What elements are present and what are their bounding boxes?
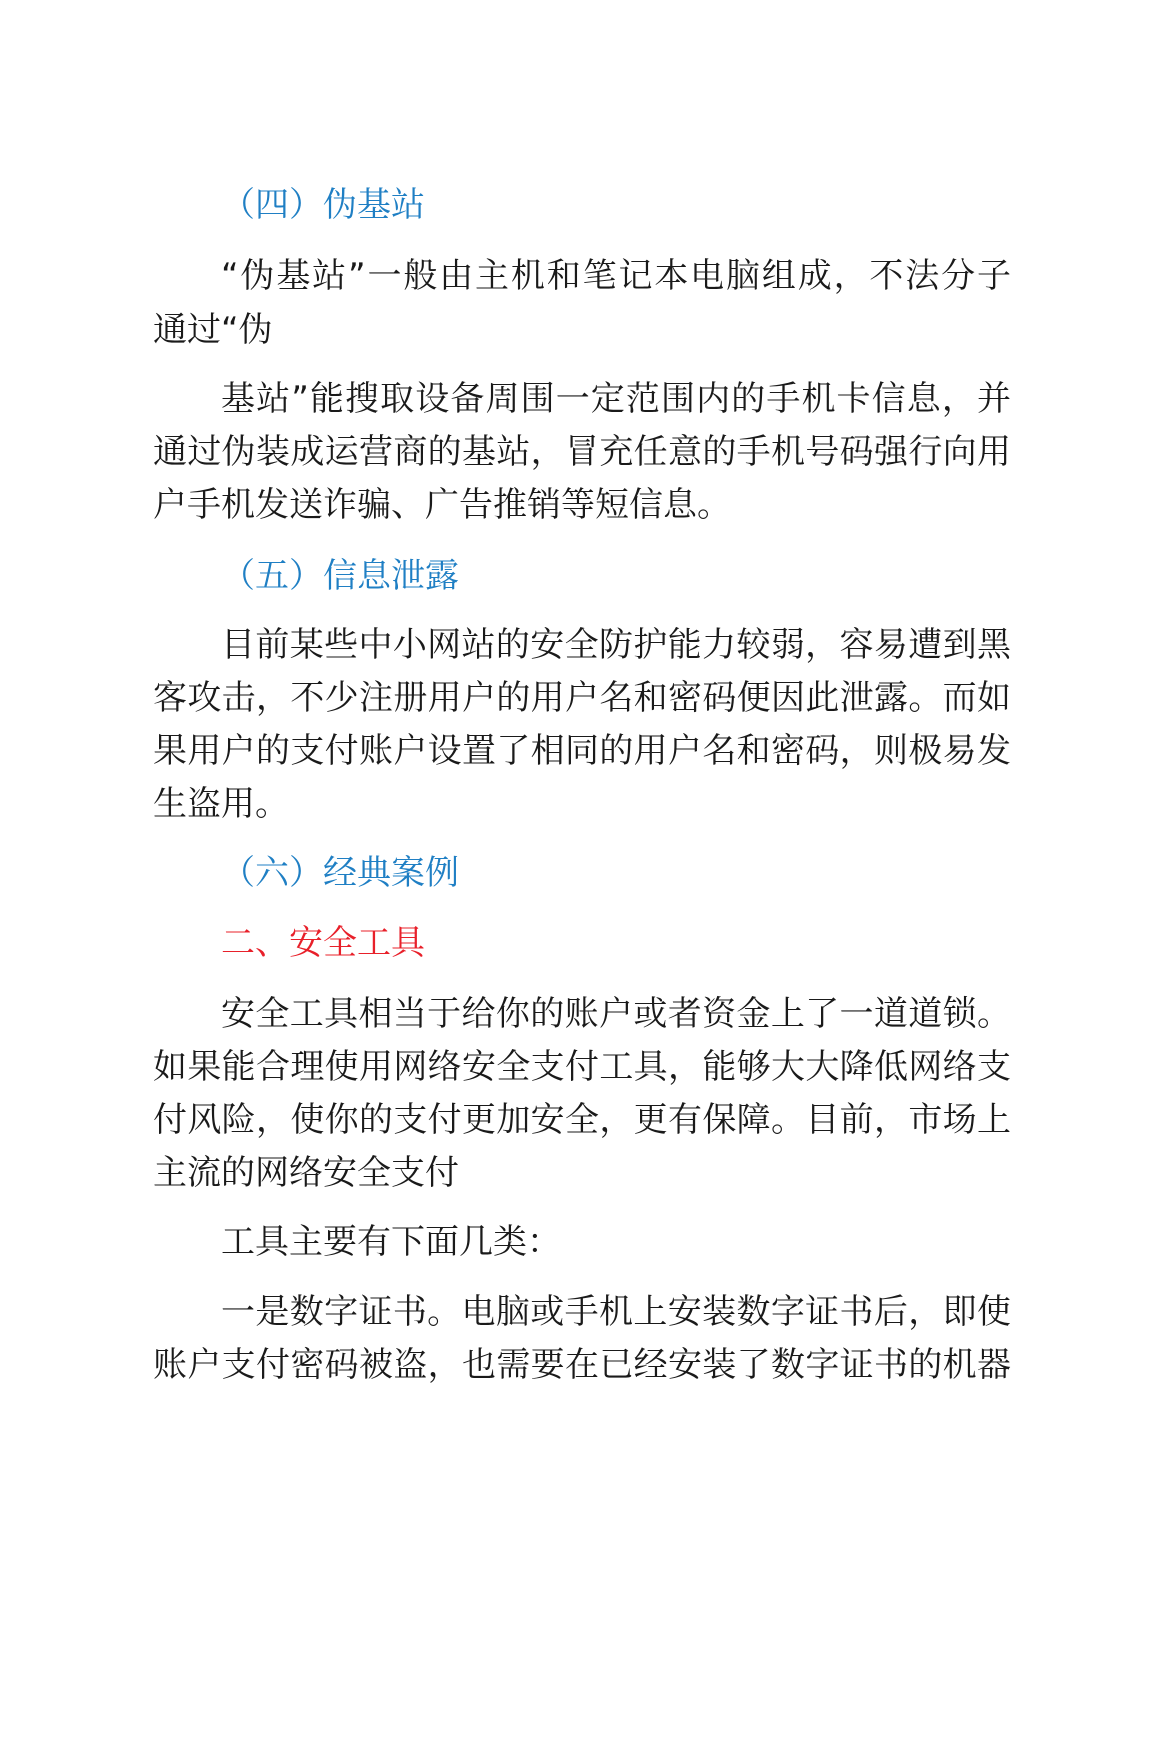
paragraph-line: 通过伪装成运营商的基站，冒充任意的手机号码强行向用 [153,432,1011,472]
paragraph-line: 如果能合理使用网络安全支付工具，能够大大降低网络支 [153,1047,1011,1087]
paragraph-line: 账户支付密码被盗，也需要在已经安装了数字证书的机器 [153,1345,1011,1385]
paragraph-line: 户手机发送诈骗、广告推销等短信息。 [153,485,731,525]
paragraph-line: “伪基站”一般由主机和笔记本电脑组成，不法分子 [221,256,1011,296]
subheading-fake-base-station: （四）伪基站 [221,185,425,225]
paragraph-line: 生盗用。 [153,784,289,824]
paragraph-line: 客攻击，不少注册用户的用户名和密码便因此泄露。而如 [153,678,1011,718]
paragraph-line: 基站”能搜取设备周围一定范围内的手机卡信息，并 [221,379,1011,419]
paragraph-line: 果用户的支付账户设置了相同的用户名和密码，则极易发 [153,731,1011,771]
paragraph-line: 安全工具相当于给你的账户或者资金上了一道道锁。 [221,994,1011,1034]
paragraph-line: 付风险，使你的支付更加安全，更有保障。目前，市场上 [153,1100,1011,1140]
paragraph-line: 主流的网络安全支付 [153,1153,459,1193]
paragraph-line: 一是数字证书。电脑或手机上安装数字证书后，即使 [221,1292,1011,1332]
section-heading-security-tools: 二、安全工具 [221,923,425,963]
paragraph-line: 目前某些中小网站的安全防护能力较弱，容易遭到黑 [221,625,1011,665]
paragraph-line: 工具主要有下面几类： [221,1222,561,1262]
subheading-information-leak: （五）信息泄露 [221,556,459,596]
subheading-classic-cases: （六）经典案例 [221,853,459,893]
paragraph-line: 通过“伪 [153,310,273,350]
